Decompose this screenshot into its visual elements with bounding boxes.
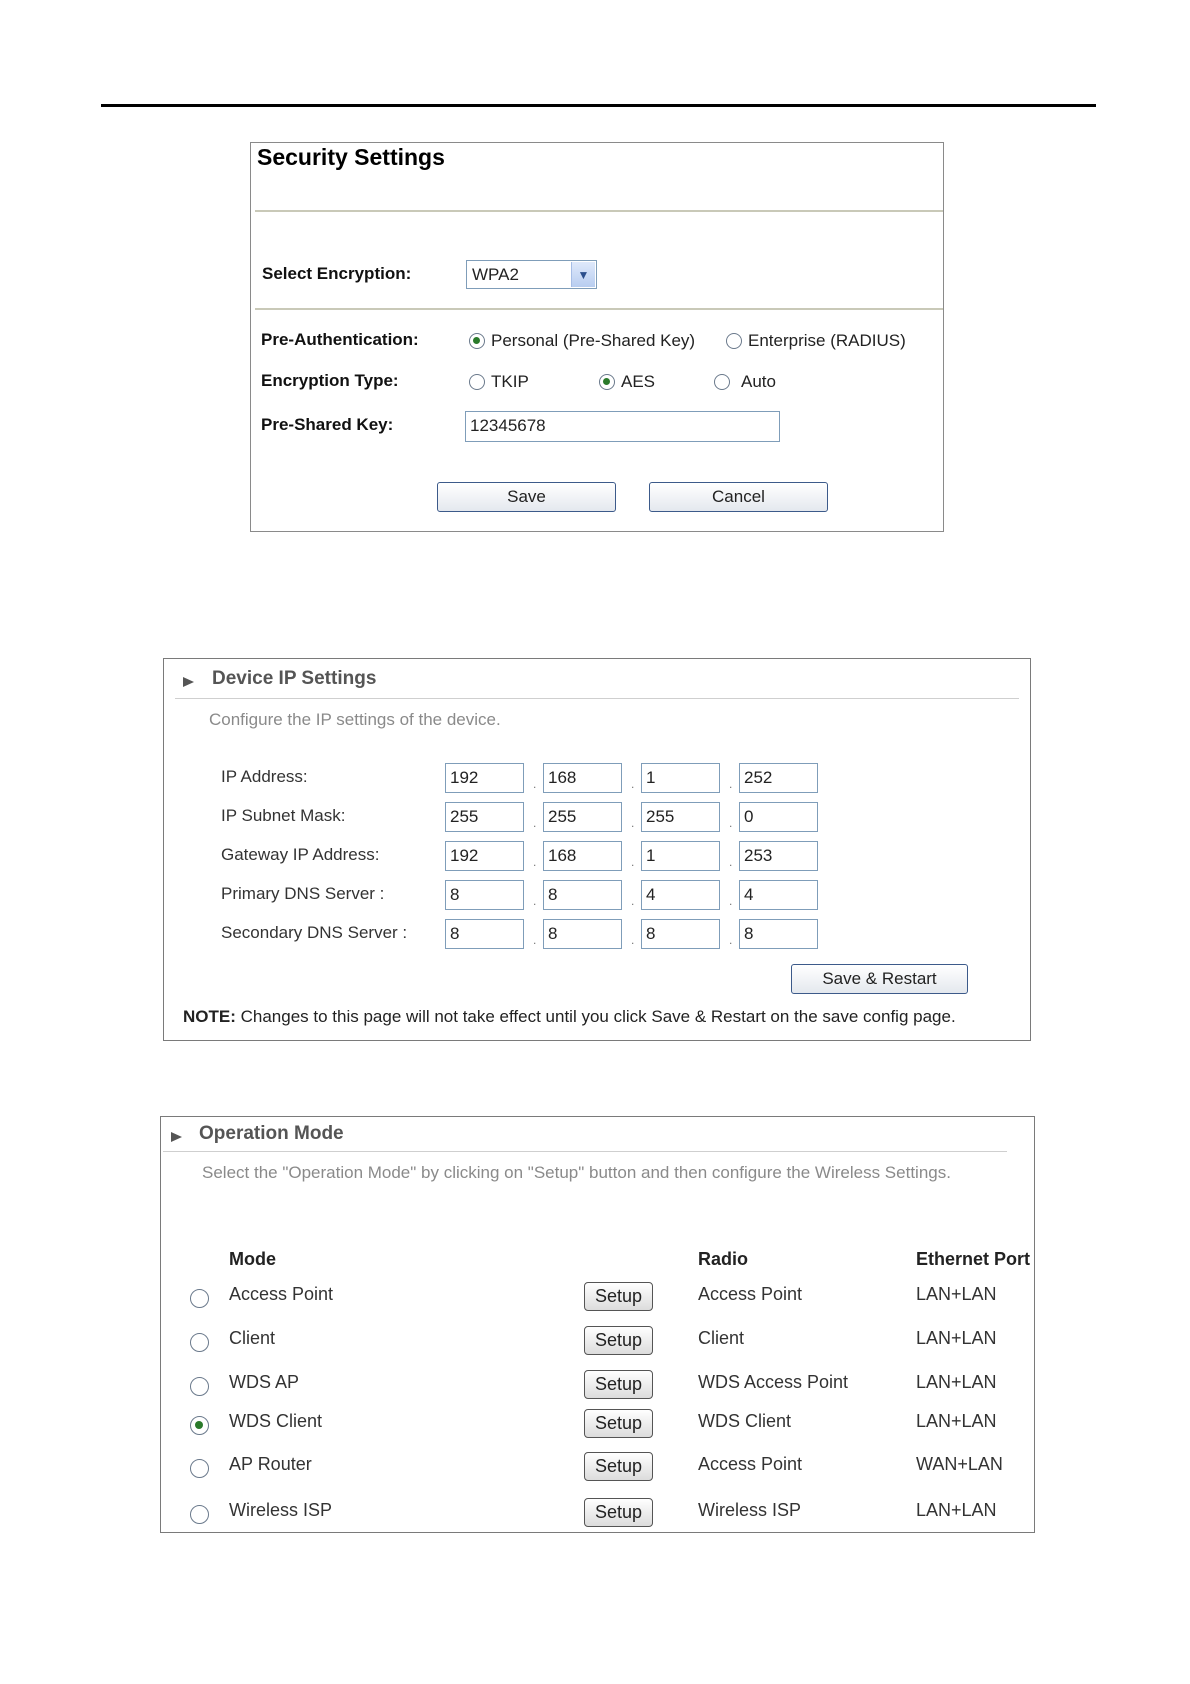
ip-address-octet-2[interactable]: 168 (543, 763, 622, 793)
divider (163, 1151, 1007, 1152)
ethernet-port: LAN+LAN (916, 1372, 997, 1392)
octet-separator: . (533, 777, 537, 791)
encryption-type-label: Encryption Type: (261, 371, 399, 390)
radio-mode: WDS Client (698, 1411, 792, 1431)
subnet-mask-octet-4[interactable]: 0 (739, 802, 818, 832)
octet-separator: . (729, 816, 733, 830)
octet-separator: . (631, 855, 635, 869)
gateway-ip-octet-4[interactable]: 253 (739, 841, 818, 871)
octet-separator: . (631, 816, 635, 830)
secondary-dns-octet-3[interactable]: 8 (641, 919, 720, 949)
preauth-enterprise-label: Enterprise (RADIUS) (748, 331, 906, 350)
gateway-ip-label: Gateway IP Address: (221, 845, 380, 864)
gateway-ip-octet-3[interactable]: 1 (641, 841, 720, 871)
enctype-auto-radio[interactable] (714, 374, 730, 390)
operation-mode-title: Operation Mode (199, 1123, 344, 1144)
ip-address-octet-3[interactable]: 1 (641, 763, 720, 793)
enctype-tkip-radio[interactable] (469, 374, 485, 390)
ethernet-port: WAN+LAN (916, 1454, 1003, 1474)
radio-mode: Access Point (698, 1284, 803, 1304)
mode-name: Access Point (229, 1284, 334, 1304)
primary-dns-octet-1[interactable]: 8 (445, 880, 524, 910)
setup-button[interactable]: Setup (584, 1370, 653, 1399)
secondary-dns-octet-1[interactable]: 8 (445, 919, 524, 949)
ip-address-octet-1[interactable]: 192 (445, 763, 524, 793)
ip-address-octet-4[interactable]: 252 (739, 763, 818, 793)
encryption-select-value: WPA2 (472, 265, 519, 284)
mode-radio-ap-router[interactable] (190, 1459, 209, 1478)
preauth-personal-radio[interactable] (469, 333, 485, 349)
mode-radio-client[interactable] (190, 1333, 209, 1352)
security-settings-title: Security Settings (257, 144, 445, 170)
cancel-button[interactable]: Cancel (649, 482, 828, 512)
mode-name: WDS AP (229, 1372, 300, 1392)
ethernet-port: LAN+LAN (916, 1284, 997, 1304)
device-ip-description: Configure the IP settings of the device. (209, 710, 501, 729)
mode-name: Client (229, 1328, 276, 1348)
pre-shared-key-input[interactable]: 12345678 (465, 411, 780, 442)
enctype-aes-label: AES (621, 372, 656, 391)
radio-mode: WDS Access Point (698, 1372, 849, 1392)
note-body: Changes to this page will not take effect until you click Save & Restart on the save config page. (240, 1007, 956, 1026)
divider (175, 698, 1019, 699)
preauth-enterprise-radio[interactable] (726, 333, 742, 349)
enctype-auto-label: Auto (741, 372, 776, 391)
primary-dns-label: Primary DNS Server : (221, 884, 385, 903)
octet-separator: . (533, 933, 537, 947)
mode-name: AP Router (229, 1454, 312, 1474)
save-button[interactable]: Save (437, 482, 616, 512)
setup-button[interactable]: Setup (584, 1452, 653, 1481)
radio-mode: Access Point (698, 1454, 803, 1474)
octet-separator: . (533, 816, 537, 830)
enctype-tkip-label: TKIP (491, 372, 529, 391)
divider (255, 210, 943, 212)
mode-name: Wireless ISP (229, 1500, 333, 1520)
operation-mode-description: Select the "Operation Mode" by clicking on "Setup" button and then configure the Wireless Settings. (202, 1163, 951, 1182)
ethernet-port: LAN+LAN (916, 1328, 997, 1348)
secondary-dns-octet-2[interactable]: 8 (543, 919, 622, 949)
setup-button[interactable]: Setup (584, 1409, 653, 1438)
octet-separator: . (631, 777, 635, 791)
octet-separator: . (729, 933, 733, 947)
subnet-mask-label: IP Subnet Mask: (221, 806, 346, 825)
save-restart-button[interactable]: Save & Restart (791, 964, 968, 994)
setup-button[interactable]: Setup (584, 1498, 653, 1527)
device-ip-settings-title: Device IP Settings (212, 668, 377, 689)
radio-column-header: Radio (698, 1249, 749, 1269)
pre-authentication-label: Pre-Authentication: (261, 330, 419, 349)
octet-separator: . (533, 894, 537, 908)
radio-mode: Client (698, 1328, 745, 1348)
mode-column-header: Mode (229, 1249, 276, 1269)
subnet-mask-octet-2[interactable]: 255 (543, 802, 622, 832)
mode-radio-wireless-isp[interactable] (190, 1505, 209, 1524)
security-settings-panel (250, 142, 944, 532)
ethernet-port-column-header: Ethernet Port (916, 1249, 1031, 1269)
gateway-ip-octet-1[interactable]: 192 (445, 841, 524, 871)
mode-radio-wds-client[interactable] (190, 1416, 209, 1435)
device-ip-settings-panel (163, 658, 1031, 1041)
enctype-aes-radio[interactable] (599, 374, 615, 390)
encryption-select[interactable] (466, 260, 597, 289)
octet-separator: . (533, 855, 537, 869)
select-encryption-label: Select Encryption: (262, 264, 412, 283)
octet-separator: . (631, 894, 635, 908)
mode-radio-access-point[interactable] (190, 1289, 209, 1308)
octet-separator: . (729, 855, 733, 869)
ip-address-label: IP Address: (221, 767, 308, 786)
radio-mode: Wireless ISP (698, 1500, 802, 1520)
operation-mode-panel (160, 1116, 1035, 1533)
setup-button[interactable]: Setup (584, 1282, 653, 1311)
octet-separator: . (729, 777, 733, 791)
note-prefix: NOTE: (183, 1007, 236, 1026)
preauth-personal-label: Personal (Pre-Shared Key) (491, 331, 696, 350)
mode-name: WDS Client (229, 1411, 323, 1431)
section-arrow-icon (183, 677, 194, 687)
ethernet-port: LAN+LAN (916, 1411, 997, 1431)
pre-shared-key-label: Pre-Shared Key: (261, 415, 394, 434)
octet-separator: . (631, 933, 635, 947)
divider (255, 308, 943, 310)
subnet-mask-octet-3[interactable]: 255 (641, 802, 720, 832)
subnet-mask-octet-1[interactable]: 255 (445, 802, 524, 832)
page-top-rule (101, 104, 1096, 107)
note-text (183, 1007, 956, 1027)
secondary-dns-label: Secondary DNS Server : (221, 923, 408, 942)
primary-dns-octet-4[interactable]: 4 (739, 880, 818, 910)
chevron-down-icon[interactable]: ▼ (571, 262, 595, 287)
octet-separator: . (729, 894, 733, 908)
setup-button[interactable]: Setup (584, 1326, 653, 1355)
mode-radio-wds-ap[interactable] (190, 1377, 209, 1396)
gateway-ip-octet-2[interactable]: 168 (543, 841, 622, 871)
ethernet-port: LAN+LAN (916, 1500, 997, 1520)
secondary-dns-octet-4[interactable]: 8 (739, 919, 818, 949)
primary-dns-octet-3[interactable]: 4 (641, 880, 720, 910)
primary-dns-octet-2[interactable]: 8 (543, 880, 622, 910)
section-arrow-icon (171, 1132, 182, 1142)
